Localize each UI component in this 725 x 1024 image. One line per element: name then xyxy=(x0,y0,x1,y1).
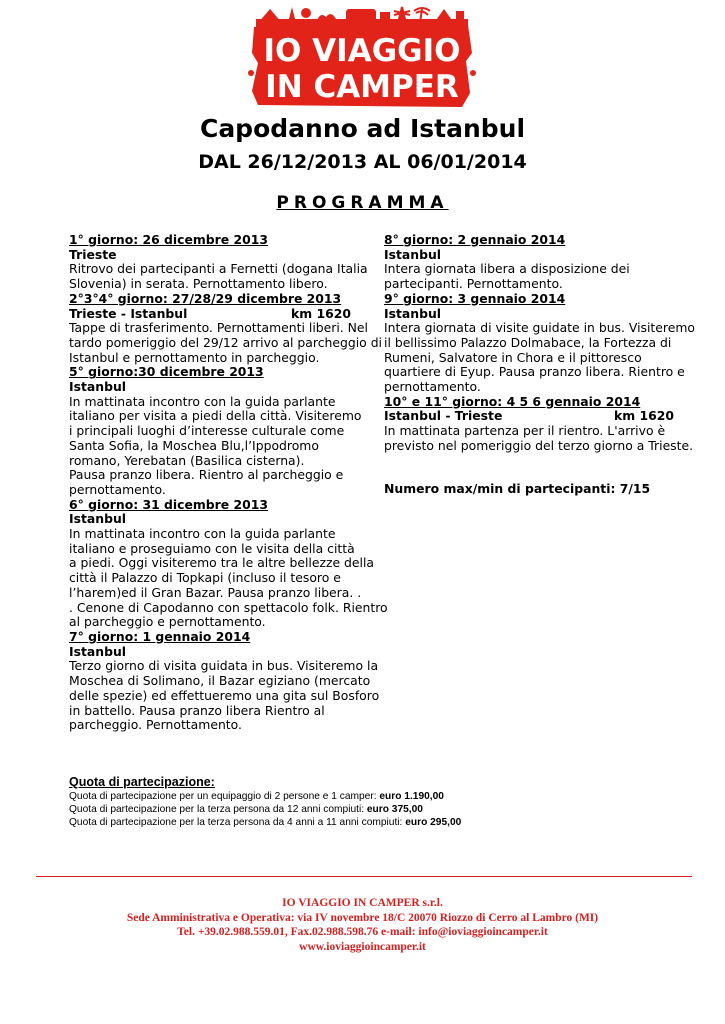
itinerary-text: In mattinata incontro con la guida parlante xyxy=(69,393,336,409)
route-label: Trieste - Istanbul xyxy=(69,305,188,321)
route-distance: km 1620 xyxy=(614,408,674,424)
price-row: Quota di partecipazione per la terza persona da 12 anni compiuti: euro 375,00 xyxy=(69,804,423,815)
itinerary-text: il bellissimo Palazzo Dolmabace, la Fortezza di xyxy=(384,334,672,350)
logo-mountain-icon xyxy=(258,9,282,23)
itinerary-text: In mattinata incontro con la guida parlante xyxy=(69,526,336,542)
company-logo xyxy=(248,3,476,110)
document-title: Capodanno ad Istanbul xyxy=(199,114,526,143)
price-row: Quota di partecipazione per la terza persona da 4 anni a 11 anni compiuti: euro 295,00 xyxy=(69,817,462,828)
itinerary-text: Slovenia) in serata. Pernottamento libero. xyxy=(69,276,328,292)
date-range: DAL 26/12/2013 AL 06/01/2014 xyxy=(198,151,527,173)
itinerary-text: parcheggio. Pernottamento. xyxy=(69,717,242,733)
price-value: euro 1.190,00 xyxy=(379,791,444,802)
footer-address: Sede Amministrativa e Operativa: via IV novembre 18/C 20070 Riozzo di Cerro al Lambro (MI) xyxy=(126,911,599,924)
itinerary-right-column xyxy=(384,232,695,496)
itinerary-text: città il Palazzo di Topkapi (incluso il tesoro e xyxy=(69,570,341,586)
price-row: Quota di partecipazione per un equipaggio di 2 persone e 1 camper: euro 1.190,00 xyxy=(69,791,444,802)
programma-heading: PROGRAMMA xyxy=(276,193,449,213)
place-label: Istanbul xyxy=(384,246,442,262)
footer-contacts: Tel. +39.02.988.559.01, Fax.02.988.598.76 e-mail: info@ioviaggioincamper.it xyxy=(177,926,548,939)
route-distance: km 1620 xyxy=(291,305,351,321)
itinerary-text: in battello. Pausa pranzo libera Rientro al xyxy=(69,702,325,718)
day-heading: 2°3°4° giorno: 27/28/29 dicembre 2013 xyxy=(69,290,342,306)
itinerary-text: al parcheggio e pernottamento. xyxy=(69,614,266,630)
itinerary-text: pernottamento. xyxy=(69,481,166,497)
itinerary-text: Terzo giorno di visita guidata in bus. Visiteremo la xyxy=(69,658,379,674)
logo-sun-icon xyxy=(301,8,311,18)
place-km-row xyxy=(384,409,674,424)
place-label: Istanbul xyxy=(69,511,127,527)
itinerary-text: In mattinata partenza per il rientro. L'arrivo è xyxy=(384,423,666,439)
place-label: Istanbul xyxy=(384,305,442,321)
logo-camel-icon xyxy=(316,14,338,23)
day-heading: 9° giorno: 3 gennaio 2014 xyxy=(384,290,566,306)
itinerary-text: italiano e proseguiamo con le visita della città xyxy=(69,540,355,556)
logo-line2: IN CAMPER xyxy=(265,69,459,105)
day-heading: 8° giorno: 2 gennaio 2014 xyxy=(384,232,566,247)
price-heading: Quota di partecipazione: xyxy=(69,775,215,789)
itinerary-text: romano, Yerebatan (Basilica cisterna). xyxy=(69,452,305,468)
logo-tower-icon xyxy=(288,7,296,23)
footer-company: IO VIAGGIO IN CAMPER s.r.l. xyxy=(282,897,443,909)
itinerary-text: Moschea di Solimano, il Bazar egiziano (mercato xyxy=(69,673,371,689)
day-heading: 1° giorno: 26 dicembre 2013 xyxy=(69,232,268,247)
itinerary-text: tardo pomeriggio del 29/12 arrivo al parcheggio di xyxy=(69,334,382,350)
participants-summary: Numero max/min di partecipanti: 7/15 xyxy=(384,480,651,496)
itinerary-left-column xyxy=(69,232,388,733)
itinerary-text: Pausa pranzo libera. Rientro al parcheggio e xyxy=(69,467,344,483)
spacer xyxy=(384,468,674,482)
itinerary-text: l’harem)ed il Gran Bazar. Pausa pranzo libera. . xyxy=(69,584,362,600)
place-label: Istanbul xyxy=(69,643,127,659)
itinerary-text: pernottamento. xyxy=(384,379,481,395)
place-km-row xyxy=(69,307,351,322)
itinerary-text: a piedi. Oggi visiteremo tra le altre bellezze della xyxy=(69,555,374,571)
itinerary-text: Santa Sofia, la Moschea Blu,l’Ippodromo xyxy=(69,437,319,453)
itinerary-text: Istanbul e pernottamento in parcheggio. xyxy=(69,349,320,365)
place-label: Trieste xyxy=(69,246,117,262)
itinerary-text: partecipanti. Pernottamento. xyxy=(384,276,563,292)
day-heading: 5° giorno:30 dicembre 2013 xyxy=(69,364,264,380)
route-label: Istanbul - Trieste xyxy=(384,408,503,424)
logo-pyramid-icon xyxy=(434,9,454,23)
price-section xyxy=(69,775,461,829)
itinerary-text: Tappe di trasferimento. Pernottamenti liberi. Nel xyxy=(69,320,368,336)
itinerary-text: italiano per visita a piedi della città. Visiteremo xyxy=(69,408,362,424)
price-value: euro 375,00 xyxy=(366,804,423,815)
place-label: Istanbul xyxy=(69,379,127,395)
price-value: euro 295,00 xyxy=(405,817,462,828)
footer xyxy=(0,896,725,954)
itinerary-text: delle spezie) ed effettueremo una gita sul Bosforo xyxy=(69,687,380,703)
day-heading: 6° giorno: 31 dicembre 2013 xyxy=(69,496,268,512)
day-heading: 7° giorno: 1 gennaio 2014 xyxy=(69,628,251,644)
itinerary-text: Ritrovo dei partecipanti a Fernetti (dogana Italia xyxy=(69,261,368,277)
logo-camper-icon xyxy=(346,9,376,23)
itinerary-text: . Cenone di Capodanno con spettacolo folk. Rientro xyxy=(69,599,388,615)
itinerary-text: quartiere di Eyup. Pausa pranzo libera. Rientro e xyxy=(384,364,685,380)
itinerary-text: Intera giornata libera a disposizione dei xyxy=(384,261,630,277)
footer-divider xyxy=(36,876,692,877)
footer-website[interactable]: www.ioviaggioincamper.it xyxy=(299,940,426,953)
spacer xyxy=(384,454,674,468)
itinerary-text: Intera giornata di visite guidate in bus. Visiteremo xyxy=(384,320,695,336)
day-heading: 10° e 11° giorno: 4 5 6 gennaio 2014 xyxy=(384,393,641,409)
itinerary-text: i principali luoghi d’interesse culturale come xyxy=(69,423,345,439)
logo-line1: IO VIAGGIO xyxy=(263,33,461,69)
itinerary-text: previsto nel pomeriggio del terzo giorno a Trieste. xyxy=(384,437,694,453)
itinerary-text: Rumeni, Salvatore in Chora e il pittoresco xyxy=(384,349,642,365)
